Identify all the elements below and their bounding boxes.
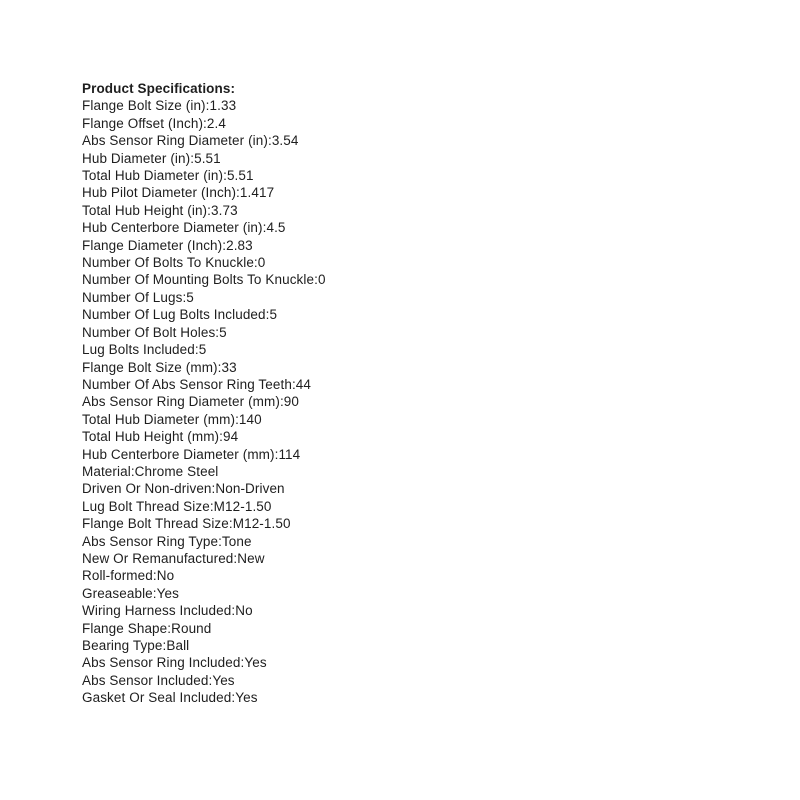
spec-row: Hub Centerbore Diameter (mm):114 [82,446,301,462]
spec-row: Number Of Abs Sensor Ring Teeth:44 [82,376,312,392]
spec-row: Flange Bolt Size (mm):33 [82,359,237,375]
spec-row: Flange Offset (Inch):2.4 [82,115,226,131]
spec-row: New Or Remanufactured:New [82,550,265,566]
spec-row: Hub Centerbore Diameter (in):4.5 [82,220,286,236]
spec-row: Gasket Or Seal Included:Yes [82,690,258,706]
spec-row: Number Of Lugs:5 [82,289,194,305]
spec-row: Abs Sensor Included:Yes [82,672,235,688]
spec-row: Hub Pilot Diameter (Inch):1.417 [82,185,275,201]
spec-row: Number Of Lug Bolts Included:5 [82,307,278,323]
spec-row: Bearing Type:Ball [82,638,190,653]
spec-row: Abs Sensor Ring Diameter (mm):90 [82,394,300,410]
spec-row: Flange Shape:Round [82,620,212,636]
spec-row: Total Hub Height (mm):94 [82,429,239,445]
spec-row: Number Of Mounting Bolts To Knuckle:0 [82,272,326,288]
spec-row: Flange Diameter (Inch):2.83 [82,237,253,253]
spec-row: Roll-formed:No [82,568,175,584]
specs-list [82,97,742,706]
spec-row: Lug Bolts Included:5 [82,342,207,358]
spec-row: Lug Bolt Thread Size:M12-1.50 [82,498,272,514]
spec-row: Total Hub Diameter (mm):140 [82,411,262,427]
specs-title: Product Specifications: [82,81,236,96]
spec-row: Flange Bolt Size (in):1.33 [82,98,237,114]
spec-row: Abs Sensor Ring Included:Yes [82,655,267,671]
spec-row: Total Hub Diameter (in):5.51 [82,168,254,184]
spec-row: Hub Diameter (in):5.51 [82,150,221,166]
spec-row: Total Hub Height (in):3.73 [82,202,238,218]
spec-row: Material:Chrome Steel [82,463,219,479]
product-specifications [82,80,742,707]
spec-row: Greaseable:Yes [82,585,179,601]
spec-row: Flange Bolt Thread Size:M12-1.50 [82,516,291,532]
spec-row: Wiring Harness Included:No [82,603,253,619]
spec-row: Abs Sensor Ring Diameter (in):3.54 [82,133,299,149]
spec-row: Number Of Bolts To Knuckle:0 [82,255,266,271]
spec-row: Abs Sensor Ring Type:Tone [82,533,252,549]
spec-row: Number Of Bolt Holes:5 [82,324,227,340]
spec-row: Driven Or Non-driven:Non-Driven [82,481,285,497]
